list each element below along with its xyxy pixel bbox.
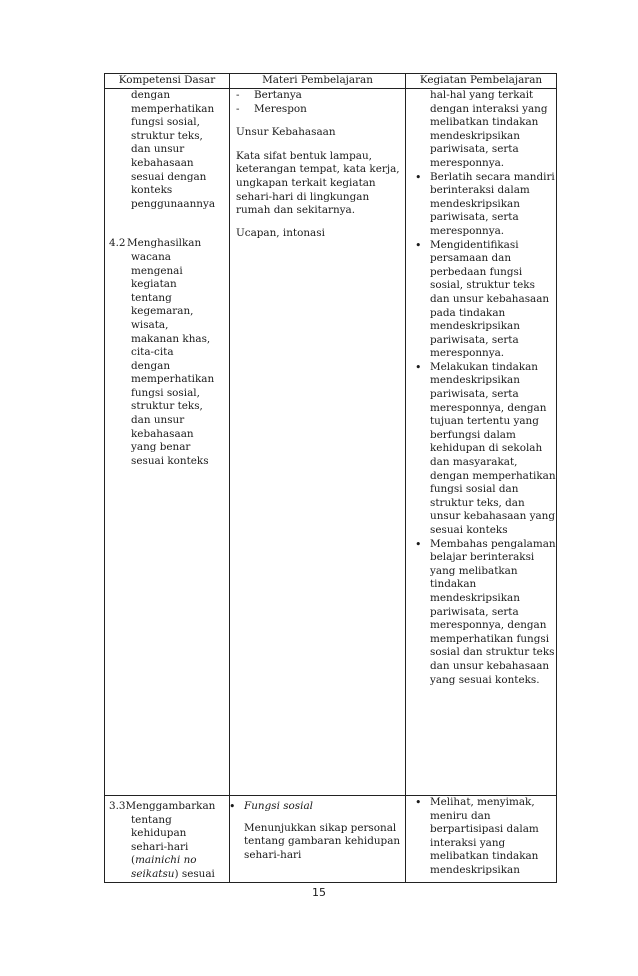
kegiatan-list xyxy=(406,796,556,878)
syllabus-table xyxy=(104,73,557,883)
kegiatan-cell xyxy=(406,796,557,883)
list-item: • Berlatih secara mandiri berinteraksi dalam mendeskripsikan pariwisata, serta meresponnya. xyxy=(430,171,556,239)
kd-4-2: 4.2 Menghasilkan wacana mengenai kegiatan tentang kegemaran, wisata, makanan khas, cita-cita dengan memperhatikan fungsi sosial, struktur teks, dan unsur kebahasaan yang benar sesuai konteks xyxy=(109,237,215,467)
list-item: • Mengidentifikasi persamaan dan perbedaan fungsi sosial, struktur teks dan unsur kebahasaan pada tindakan mendeskripsikan pariwisata, serta meresponnya. xyxy=(430,239,556,361)
kd-4-2-number: 4.2 xyxy=(109,237,126,250)
kd-3-3: 3.3Menggambarkan tentang kehidupan sehari-hari (mainichi no seikatsu) sesuai xyxy=(109,800,216,880)
list-item: • Melihat, menyimak, meniru dan berpartisipasi dalam interaksi yang melibatkan tindakan mendeskripsikan xyxy=(430,796,556,878)
table-row xyxy=(105,796,557,883)
unsur-kebahasaan-text: Kata sifat bentuk lampau, keterangan tempat, kata kerja, ungkapan terkait kegiatan sehari-hari di lingkungan rumah dan sekitarnya. xyxy=(236,149,400,217)
unsur-kebahasaan-heading: Unsur Kebahasaan xyxy=(236,126,336,139)
kegiatan-list xyxy=(406,171,556,688)
materi-cell xyxy=(230,796,406,883)
materi-list xyxy=(230,796,405,814)
list-item: • Membahas pengalaman belajar berinteraksi yang melibatkan tindakan mendeskripsikan pariwisata, serta meresponnya, dengan memperhatikan fungsi sosial dan struktur teks dan unsur kebahasaan yang sesuai konteks. xyxy=(430,538,556,688)
kd-intro-text: dengan memperhatikan fungsi sosial, struktur teks, dan unsur kebahasaan sesuai dengan konteks penggunaannya xyxy=(131,89,216,210)
ucapan-intonasi: Ucapan, intonasi xyxy=(236,226,325,239)
materi-cell xyxy=(230,89,406,796)
materi-dash-item: - Bertanya xyxy=(236,89,302,101)
kd-cell xyxy=(105,796,230,883)
table-header-row xyxy=(105,74,557,89)
materi-dash-item: - Merespon xyxy=(236,102,307,115)
kegiatan-cell xyxy=(406,89,557,796)
page-number: 15 xyxy=(312,886,326,899)
list-item: • Melakukan tindakan mendeskripsikan pariwisata, serta meresponnya, dengan tujuan tertentu yang berfungsi dalam kehidupan di sekolah dan masyarakat, dengan memperhatikan fungsi sosial dan struktur teks, dan unsur kebahasaan yang sesuai konteks xyxy=(430,361,556,538)
header-materi-pembelajaran: Materi Pembelajaran xyxy=(230,74,406,89)
fungsi-sosial-text: Menunjukkan sikap personal tentang gambaran kehidupan sehari-hari xyxy=(244,821,401,861)
table-row xyxy=(105,89,557,796)
header-kegiatan-pembelajaran: Kegiatan Pembelajaran xyxy=(406,74,557,89)
kegiatan-continuation: hal-hal yang terkait dengan interaksi yang melibatkan tindakan mendeskripsikan pariwisata, serta meresponnya. xyxy=(430,89,548,169)
list-item: • Fungsi sosial xyxy=(244,800,405,814)
kd-cell xyxy=(105,89,230,796)
header-kompetensi-dasar: Kompetensi Dasar xyxy=(105,74,230,89)
